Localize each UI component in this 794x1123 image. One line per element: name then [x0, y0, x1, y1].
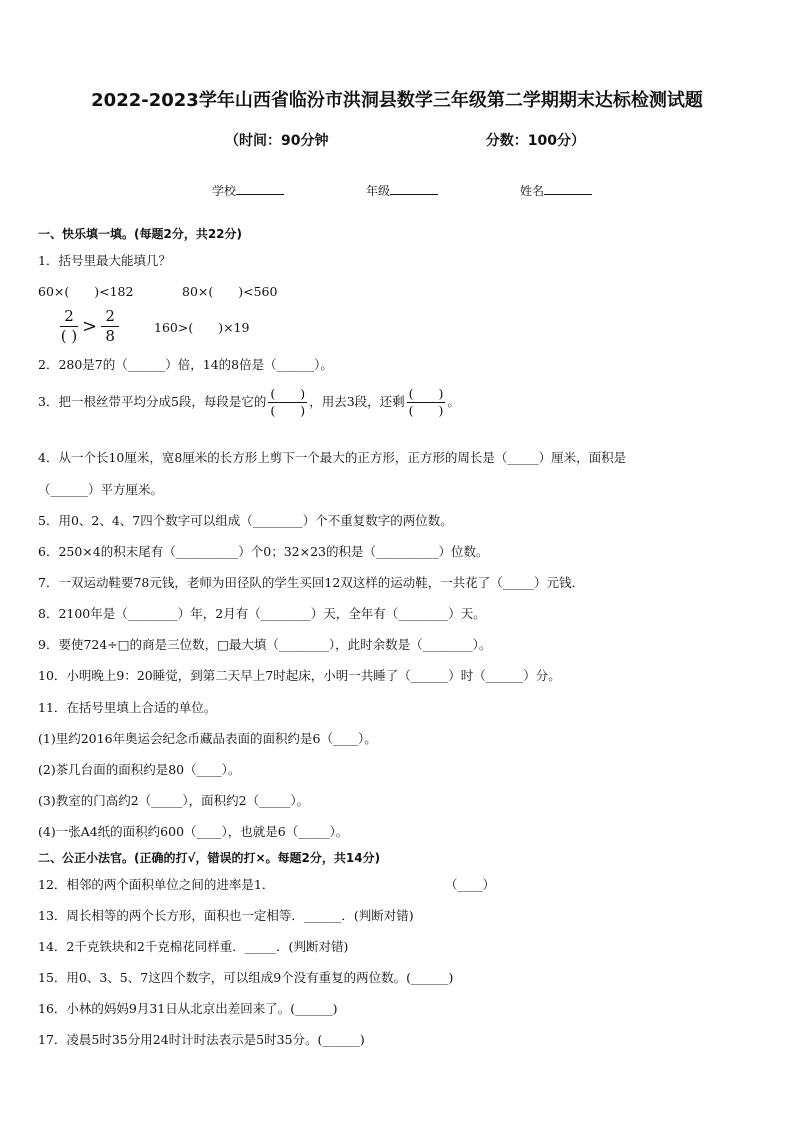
question-4-line-1: 4．从一个长10厘米，宽8厘米的长方形上剪下一个最大的正方形，正方形的周长是（_____）厘米，面积是 — [38, 450, 627, 465]
school-blank[interactable] — [236, 194, 284, 195]
question-11-4: (4)一张A4纸的面积约600（____），也就是6（_____）。 — [38, 824, 349, 839]
name-label: 姓名 — [519, 184, 544, 198]
question-11: 11．在括号里填上合适的单位。 — [38, 700, 217, 715]
school-label: 学校 — [212, 184, 237, 198]
fraction-left — [60, 307, 78, 346]
question-12-blank[interactable]: （____） — [445, 877, 496, 892]
fraction-blank-2[interactable] — [407, 386, 446, 419]
question-3-text-c: 。 — [447, 394, 460, 409]
fraction-blank-1[interactable] — [268, 386, 307, 419]
question-3-text-b: ，用去3段，还剩 — [309, 394, 405, 409]
section-2-heading: 二、公正小法官。(正确的打√，错误的打×。每题2分，共14分) — [38, 851, 381, 865]
question-6: 6．250×4的积末尾有（__________）个0；32×23的积是（__________）位数。 — [38, 544, 489, 559]
question-2: 2．280是7的（______）倍，14的8倍是（______）。 — [38, 357, 333, 372]
question-17: 17．凌晨5时35分用24时计时法表示是5时35分。(______) — [38, 1032, 365, 1047]
question-15: 15．用0、3、5、7这四个数字，可以组成9个没有重复的两位数。(______) — [38, 970, 454, 985]
question-9: 9．要使724÷□的商是三位数，□最大填（________），此时余数是（________）。 — [38, 637, 492, 652]
page-title: 2022-2023学年山西省临汾市洪洞县数学三年级第二学期期末达标检测试题 — [91, 90, 703, 111]
greater-than-sign: > — [82, 316, 98, 337]
section-1-heading: 一、快乐填一填。(每题2分，共22分) — [38, 227, 243, 241]
student-info — [212, 182, 592, 199]
fraction-numerator-blank[interactable]: ( ) — [408, 386, 444, 401]
question-10: 10．小明晚上9：20睡觉，到第二天早上7时起床，小明一共睡了（______）时（______）分。 — [38, 668, 561, 683]
name-blank[interactable] — [544, 194, 592, 195]
question-1a: 60×( )<182 — [38, 284, 134, 299]
question-11-2: (2)茶几台面的面积约是80（____）。 — [38, 762, 241, 777]
total-score: 分数：100分） — [485, 133, 585, 149]
question-7: 7．一双运动鞋要78元钱，老师为田径队的学生买回12双这样的运动鞋，一共花了（_____）元钱． — [38, 575, 585, 590]
question-11-3: (3)教室的门高约2（_____），面积约2（_____）。 — [38, 793, 310, 808]
grade-field[interactable] — [366, 182, 438, 199]
question-4-line-2: （______）平方厘米。 — [38, 482, 164, 497]
question-1d: 160>( )×19 — [154, 320, 250, 335]
question-12: 12．相邻的两个面积单位之间的进率是1． — [38, 877, 275, 892]
fraction-numerator: 2 — [60, 307, 78, 327]
question-11-1: (1)里约2016年奥运会纪念币藏品表面的面积约是6（____）。 — [38, 731, 377, 746]
question-13: 13．周长相等的两个长方形，面积也一定相等．______．(判断对错) — [38, 908, 414, 923]
question-8: 8．2100年是（________）年，2月有（________）天，全年有（________）天。 — [38, 606, 486, 621]
fraction-denominator: 8 — [105, 327, 115, 345]
fraction-denominator-blank[interactable]: ( ) — [270, 403, 306, 418]
school-field[interactable] — [212, 182, 284, 199]
fraction-right — [101, 307, 119, 346]
fraction-numerator: 2 — [101, 307, 119, 327]
grade-label: 年级 — [365, 184, 390, 198]
fraction-denominator-blank[interactable]: ( ) — [408, 403, 444, 418]
question-3 — [38, 386, 460, 419]
grade-blank[interactable] — [390, 194, 438, 195]
question-1c — [58, 307, 121, 346]
question-3-text-a: 3．把一根丝带平均分成5段，每段是它的 — [38, 394, 267, 409]
fraction-numerator-blank[interactable]: ( ) — [270, 386, 306, 401]
fraction-denominator-blank[interactable]: ( ) — [60, 327, 78, 345]
question-1: 1．括号里最大能填几？ — [38, 253, 171, 268]
time-limit: （时间：90分钟 — [225, 133, 329, 149]
exam-meta — [225, 130, 585, 150]
question-1b: 80×( )<560 — [182, 284, 278, 299]
question-5: 5．用0、2、4、7四个数字可以组成（________）个不重复数字的两位数。 — [38, 513, 453, 528]
question-14: 14．2千克铁块和2千克棉花同样重．_____．(判断对错) — [38, 939, 349, 954]
name-field[interactable] — [520, 182, 592, 199]
question-16: 16．小林的妈妈9月31日从北京出差回来了。(______) — [38, 1001, 338, 1016]
